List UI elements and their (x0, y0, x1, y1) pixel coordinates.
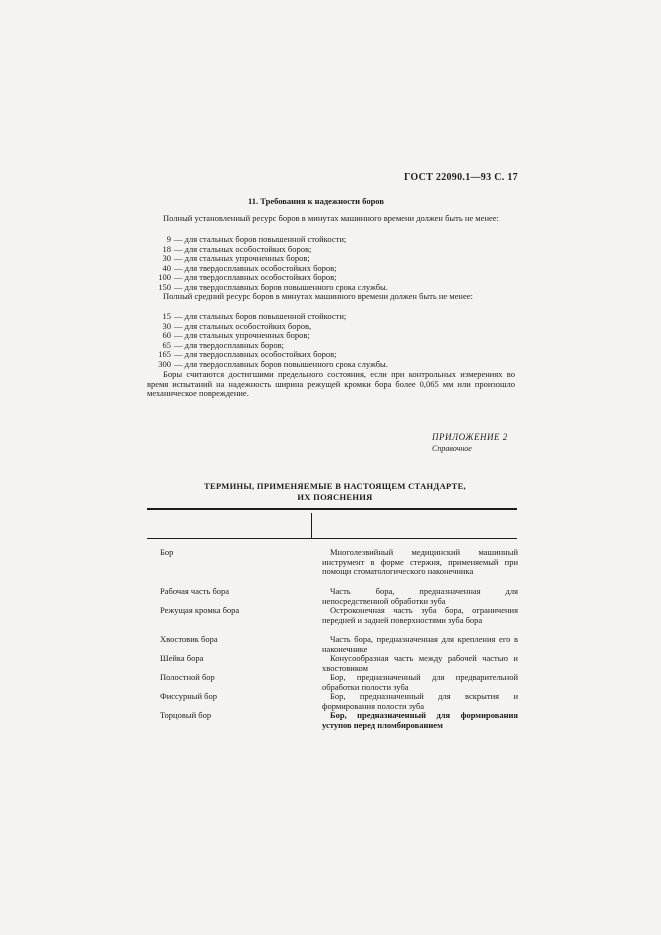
list-item-value: 150 (158, 281, 171, 292)
appendix-subtitle: Справочное (432, 444, 472, 453)
list-item-text: — для твердосплавных особостойких боров; (174, 272, 337, 283)
definition-cell: Бор, предназначенный для вскрытия и формирования полости зуба (322, 691, 518, 711)
list-item-text: — для твердосплавных особостойких боров; (174, 349, 337, 360)
list-item-text: — для твердосплавных боров повышенного срока службы. (174, 281, 388, 292)
definition-cell: Бор, предназначенный для формирования уступов перед пломбированием (322, 710, 518, 730)
list-item-text: — для стальных упрочненных боров; (174, 253, 310, 264)
definition-cell: Бор, предназначенный для предварительной обработки полости зуба (322, 672, 518, 692)
list-item-text: — для твердосплавных боров повышенного срока службы. (174, 358, 388, 369)
list-average-resource (139, 312, 388, 370)
definition-cell: Конусообразная часть между рабочей частью и хвостовиком (322, 653, 518, 673)
table-column-divider (311, 513, 312, 538)
list-item-value: 100 (158, 272, 171, 283)
list-item-text: — для стальных боров повышенной стойкости; (174, 234, 347, 244)
paragraph-resource-average: Полный средний ресурс боров в минутах машинного времени должен быть не менее: (163, 291, 473, 301)
term-cell: Рабочая часть бора (160, 586, 230, 596)
paragraph-limit-state: Боры считаются достигшими предельного состояния, если при контрольных измерениях во время испытаний на надежность ширина режущей кромки бора более 0,065 мм или произошло механическое повреждение. (147, 369, 515, 399)
terms-title-line1: ТЕРМИНЫ, ПРИМЕНЯЕМЫЕ В НАСТОЯЩЕМ СТАНДАРТЕ, (204, 481, 466, 491)
term-cell: Фиссурный бор (160, 691, 217, 701)
term-cell: Торцовый бор (160, 710, 212, 720)
paragraph-resource-established: Полный установленный ресурс боров в минутах машинного времени должен быть не менее: (163, 213, 499, 223)
term-cell: Хвостовик бора (160, 634, 218, 644)
appendix-label: ПРИЛОЖЕНИЕ 2 (432, 432, 508, 442)
definition-cell: Многолезвийный медицинский машинный инструмент в форме стержня, применяемый при помощи стоматологического наконечника (322, 547, 518, 577)
list-item-value: 18 (162, 243, 171, 254)
table-header-rule (147, 538, 517, 539)
list-item-value: 165 (158, 349, 171, 360)
terms-table-title (150, 481, 520, 503)
list-item-value: 30 (162, 253, 171, 264)
term-cell: Бор (160, 547, 174, 557)
terms-title-line2: ИХ ПОЯСНЕНИЯ (297, 492, 373, 502)
term-cell: Шейка бора (160, 653, 204, 663)
list-item-text: — для твердосплавных боров; (174, 339, 285, 350)
definition-cell: Часть бора, предназначенная для крепления его в наконечнике (322, 634, 518, 654)
list-item-text: — для твердосплавных особостойких боров; (174, 262, 337, 273)
definition-cell: Часть бора, предназначенная для непосредственной обработки зуба (322, 586, 518, 606)
list-item-value: 40 (162, 262, 171, 273)
list-item-text: — для стальных боров повышенной стойкости; (174, 311, 347, 321)
list-item-value: 30 (162, 320, 171, 331)
list-item-value: 300 (158, 358, 171, 369)
list-item-value: 9 (166, 234, 171, 244)
list-item-value: 15 (162, 311, 171, 321)
table-top-rule (147, 508, 517, 510)
document-reference: ГОСТ 22090.1—93 С. 17 (404, 172, 518, 183)
list-item-text: — для стальных упрочненных боров; (174, 330, 310, 341)
section-title: 11. Требования к надежности боров (248, 196, 384, 206)
definition-cell: Остроконечная часть зуба бора, ограничения передней и задней поверхностями зуба бора (322, 605, 518, 625)
list-item-text: — для стальных особостойких боров; (174, 243, 312, 254)
term-cell: Полостной бор (160, 672, 215, 682)
list-established-resource (139, 235, 388, 293)
list-item-text: — для стальных особостойких боров, (174, 320, 312, 331)
list-item-value: 60 (162, 330, 171, 341)
term-cell: Режущая кромка бора (160, 605, 240, 615)
list-item-value: 65 (162, 339, 171, 350)
